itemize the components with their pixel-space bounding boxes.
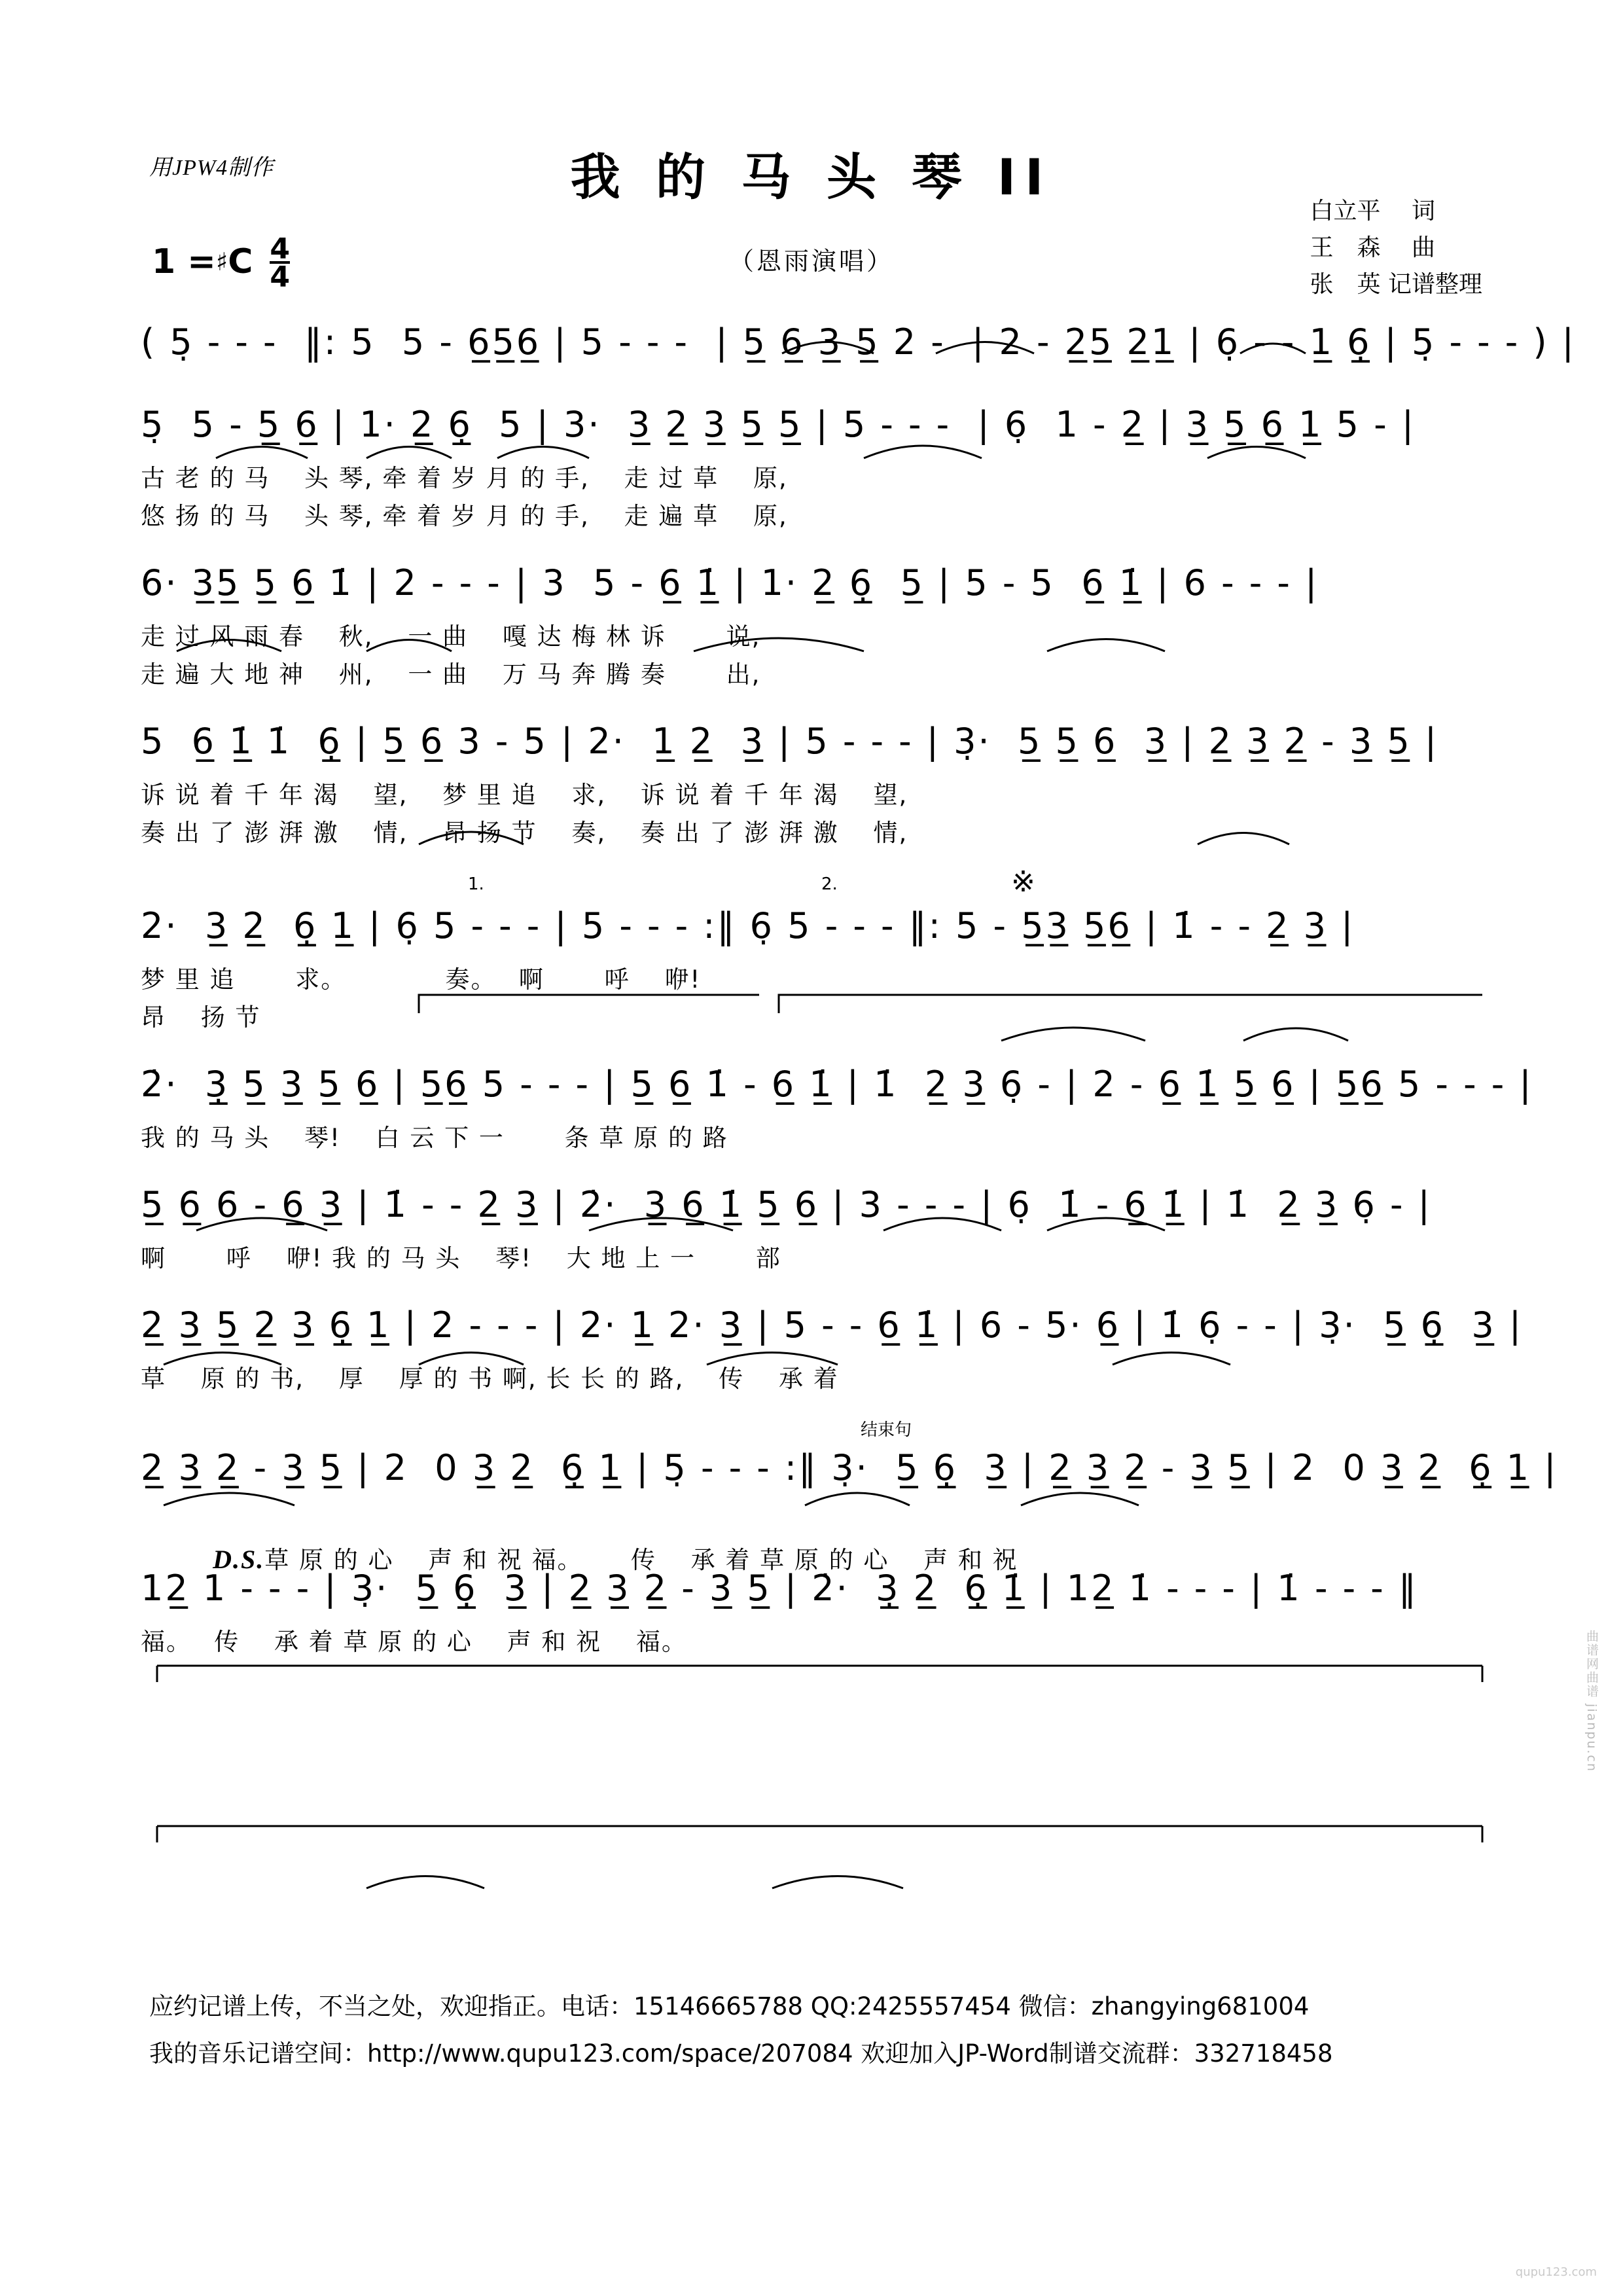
spacer (141, 1401, 1489, 1418)
spacer (141, 855, 1489, 872)
watermark-side: 曲谱网曲谱 jianpu.cn (1584, 1630, 1599, 1772)
spacer (141, 1039, 1489, 1056)
maker-note: 用JPW4制作 (149, 156, 274, 180)
lyric-line-2: 奏 出 了 澎 湃 激 情, 昂 扬 节 奏, 奏 出 了 澎 湃 激 情, (141, 819, 908, 847)
system-chorus-2 (141, 1177, 1489, 1278)
coda-label: 结束句 (861, 1420, 912, 1440)
credits (1310, 193, 1482, 303)
system-verse-4 (141, 866, 1489, 1037)
lyric-line-1: 诉 说 着 千 年 渴 望, 梦 里 追 求, 诉 说 着 千 年 渴 望, (141, 781, 908, 809)
system-chorus-1 (141, 1056, 1533, 1157)
lyric-line-1: 梦 里 追 求。 奏。 啊 呼 咿! (141, 965, 702, 994)
watermark-corner: qupu123.com (1515, 2265, 1597, 2279)
system-final (141, 1560, 1489, 1661)
ending-1-label: 1. (468, 874, 484, 894)
lyric-line-1: 走 过 风 雨 春 秋, 一 曲 嘎 达 梅 林 诉 说, (141, 622, 761, 651)
performer-subtitle: （恩雨演唱） (728, 247, 894, 276)
sharp-icon: ♯ (215, 247, 228, 277)
spacer (141, 1280, 1489, 1297)
lyric-line-2: 悠 扬 的 马 头 琴, 牵 着 岁 月 的 手, 走 遍 草 原, (141, 502, 788, 530)
meter-denominator: 4 (270, 260, 291, 295)
page-title: 我 的 马 头 琴 II (570, 148, 1053, 206)
ending-2-label: 2. (821, 874, 838, 894)
key-prefix: 1 = (152, 242, 216, 282)
lyric-line-1: 我 的 马 头 琴! 白 云 下 一 条 草 原 的 路 (141, 1124, 728, 1152)
footer-line-2: 我的音乐记谱空间：http://www.qupu123.com/space/207084 欢迎加入JP-Word制谱交流群：332718458 (149, 2039, 1333, 2068)
notation-line: 5̣ 5 - 5̲ 6̲ | 1· 2̲ 6̣̲ 5 | 3· 3̲ 2̲ 3̲ 5̲ 5̲ | 5 - - - | 6̣ 1 - 2̲ | 3̲ 5̲ 6̲ 1̲ 5 - | (141, 404, 1416, 445)
time-signature (270, 232, 291, 295)
system-verse-2 (141, 555, 1489, 694)
system-chorus-4 (141, 1418, 1558, 1574)
key-signature (152, 232, 291, 295)
lyric-line-1: 福。 传 承 着 草 原 的 心 声 和 祝 福。 (141, 1628, 687, 1656)
notation-line: 2̲ 3̲ 2̲ - 3̲ 5̲ | 2 0 3̲ 2̲ 6̣̲ 1̲ | 5̣ - - - :‖ 3̣· 5̲ 6̣̲ 3̲ | 2̲ 3̲ 2̲ - 3̲ 5̲ | 2 0 3̲ 2̲ 6̣̲ 1̲ | (141, 1447, 1558, 1488)
system-verse-1 (141, 397, 1489, 535)
lyric-line-2: 昂 扬 节 (141, 1003, 261, 1031)
notation-line: ( 5̣ - - - ‖: 5 5 - 6̲5̲6̲ | 5 - - - | 5̲ 6̲ 3̲ 5̲ 2 - | 2 - 2̲5̲ 2̲1̲ | 6̣ - - 1̲ 6̣̲ | 5̣ - - - ) | (141, 321, 1576, 363)
score (141, 314, 1576, 1664)
credit-lyricist: 白立平 词 (1310, 198, 1435, 224)
spacer (141, 538, 1489, 555)
footer-line-1: 应约记谱上传，不当之处，欢迎指正。电话：15146665788 QQ:2425557454 微信：zhangying681004 (149, 1992, 1310, 2020)
segno-icon: ※ (1011, 866, 1035, 898)
notation-line: 6· 3̲5̲ 5̲ 6̲ 1̇ | 2 - - - | 3 5 - 6̲ 1̲̇ | 1· 2̲ 6̣̲ 5̲ | 5 - 5 6̲ 1̲̇ | 6 - - - | (141, 562, 1319, 603)
lyric-text: 草 原 的 心 声 和 祝 福。 传 承 着 草 原 的 心 声 和 祝 (264, 1546, 1018, 1574)
notation-line: 2· 3̲ 2̲ 6̣̲ 1̲ | 6̣ 5 - - - | 5 - - - :‖ 6̣ 5 - - - ‖: 5 - 5̲3̲ 5̲6̲ | 1̇ - - 2̲ 3̲ | (141, 905, 1355, 946)
credit-transcriber: 张 英 记谱整理 (1310, 271, 1482, 298)
lyric-line-1: 啊 呼 咿! 我 的 马 头 琴! 大 地 上 一 部 (141, 1244, 781, 1272)
spacer (141, 1160, 1489, 1177)
notation-line: 2̲ 3̲ 5̲ 2̲ 3̲ 6̣̲ 1̲ | 2 - - - | 2· 1̲ 2· 3̲ | 5 - - 6̲ 1̲̇ | 6 - 5· 6̲ | 1̇ 6̣ - - | 3̣· 5̲ 6̣̲ 3̲ | (141, 1304, 1524, 1346)
key-note: C (228, 242, 253, 282)
system-verse-3 (141, 713, 1489, 852)
notation-line: 5 6̲ 1̲̇ 1̇ 6̣̲ | 5̲ 6̲ 3 - 5 | 2· 1̲ 2̲ 3̲ | 5 - - - | 3̣· 5̲ 5̲ 6̲ 3̲ | 2̲ 3̲ 2̲ - 3̲ 5̲ | (141, 721, 1439, 762)
spacer (141, 380, 1489, 397)
notation-line: 2̇· 3̲̣ 5̲ 3̲ 5̲ 6̲ | 5̲6̲ 5 - - - | 5̲ 6̲ 1̇ - 6̲ 1̲̇ | 1̇ 2̲ 3̲ 6̣ - | 2 - 6̲ 1̲̇ 5̲ 6̲ | 5̲6̲ 5 - - - | (141, 1064, 1533, 1105)
lyric-line-1 (141, 1503, 1489, 1574)
lyric-line-1: 草 原 的 书, 厚 厚 的 书 啊, 长 长 的 路, 传 承 着 (141, 1365, 839, 1393)
notation-line: 5̲ 6̲ 6 - 6̲ 3̲ | 1̇ - - 2̲ 3̲ | 2̇· 3̲ 6̲ 1̲̇ 5̲ 6̲ | 3 - - - | 6̣ 1̇ - 6̲ 1̲̇ | 1̇ 2̲ 3̲ 6̣ - | (141, 1184, 1432, 1225)
system-intro (141, 314, 1576, 377)
ds-mark: D.S. (213, 1545, 265, 1574)
system-chorus-3 (141, 1297, 1524, 1398)
lyric-line-1: 古 老 的 马 头 琴, 牵 着 岁 月 的 手, 走 过 草 原, (141, 464, 788, 492)
spacer (141, 696, 1489, 713)
meter-numerator: 4 (270, 232, 291, 266)
notation-line: 12̲ 1 - - - | 3̣· 5̲ 6̣̲ 3̲ | 2̲ 3̲ 2̲ - 3̲ 5̲ | 2̇· 3̲̣ 2̲ 6̣̲ 1̲̇ | 12̲ 1̇ - - - | 1̇ - - - ‖ (141, 1568, 1418, 1609)
footer (149, 1983, 1524, 2077)
credit-composer: 王 森 曲 (1310, 234, 1435, 261)
lyric-line-2: 走 遍 大 地 神 州, 一 曲 万 马 奔 腾 奏 出, (141, 660, 761, 689)
